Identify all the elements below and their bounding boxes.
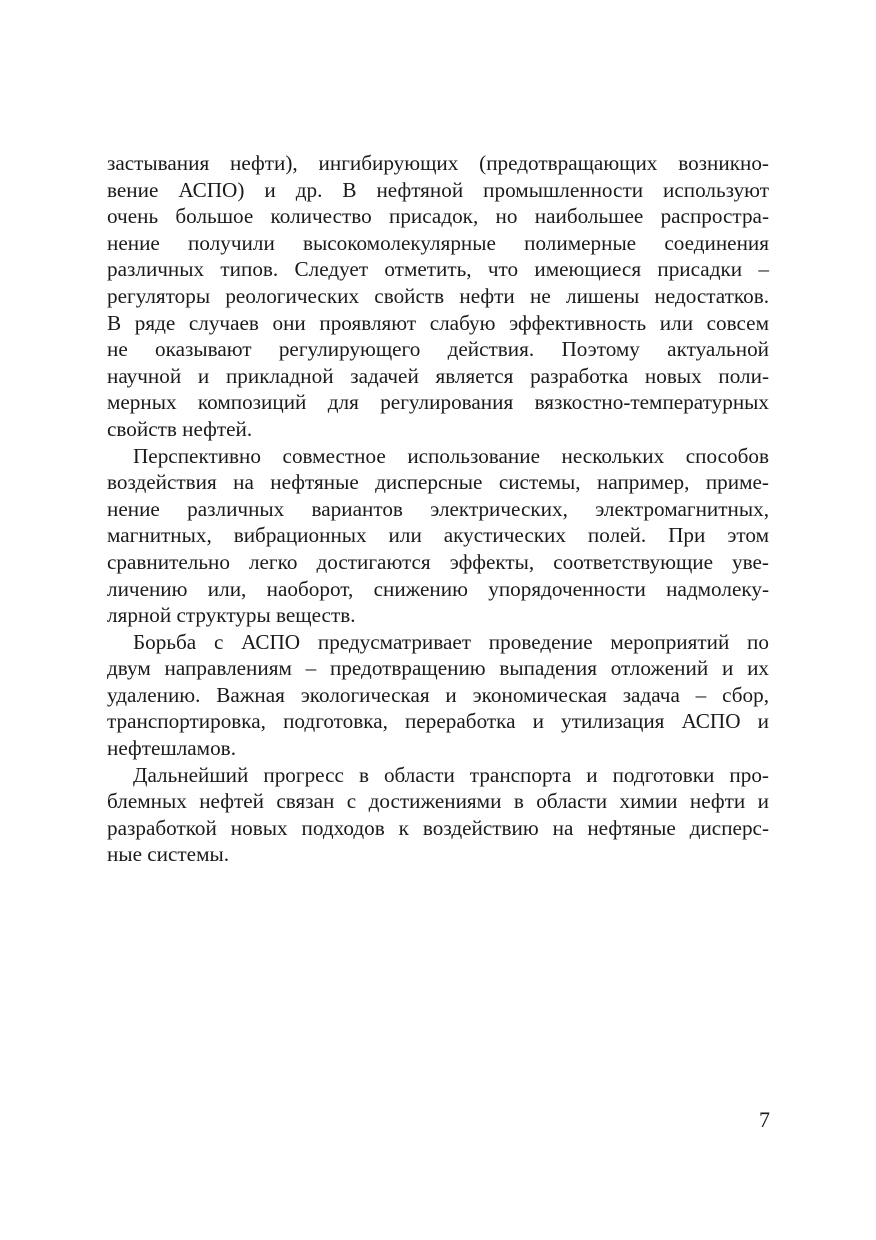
text-line: нение получили высокомолекулярные полимерные соединения [107, 230, 769, 255]
text-line: транспортировка, подготовка, переработка и утилизация АСПО и [107, 709, 769, 734]
text-line: регуляторы реологических свойств нефти не лишены недостатков. [107, 283, 769, 308]
text-line: блемных нефтей связан с достижениями в области химии нефти и [107, 789, 769, 814]
text-line: личению или, наоборот, снижению упорядоченности надмолеку- [107, 576, 769, 601]
text-line: не оказывают регулирующего действия. Поэтому актуальной [107, 337, 769, 362]
paragraph-2 [107, 443, 769, 629]
text-line: разработкой новых подходов к воздействию на нефтяные дисперс- [107, 815, 769, 840]
paragraph-1 [107, 150, 769, 443]
page-number: 7 [759, 1107, 770, 1132]
text-line: Дальнейший прогресс в области транспорта и подготовки про- [133, 762, 769, 787]
text-line: очень большое количество присадок, но наибольшее распростра- [107, 204, 769, 229]
text-line: застывания нефти), ингибирующих (предотвращающих возникно- [107, 151, 769, 175]
text-line: лярной структуры веществ. [107, 603, 356, 628]
text-line: В ряде случаев они проявляют слабую эффективность или совсем [107, 310, 769, 335]
text-line: нение различных вариантов электрических, электромагнитных, [107, 496, 769, 521]
body-text [107, 150, 769, 868]
text-line: свойств нефтей. [107, 416, 253, 441]
text-line: воздействия на нефтяные дисперсные системы, например, приме- [107, 470, 769, 495]
text-line: сравнительно легко достигаются эффекты, соответствующие уве- [107, 549, 769, 574]
text-line: удалению. Важная экологическая и экономическая задача – сбор, [107, 682, 769, 707]
text-line: мерных композиций для регулирования вязкостно-температурных [107, 390, 769, 415]
text-line: нефтешламов. [107, 736, 236, 761]
text-line: двум направлениям – предотвращению выпадения отложений и их [107, 656, 769, 681]
text-line: ные системы. [107, 842, 230, 867]
text-line: вение АСПО) и др. В нефтяной промышленности используют [107, 177, 769, 202]
paragraph-4 [107, 762, 769, 868]
text-line: магнитных, вибрационных или акустических полей. При этом [107, 523, 769, 548]
text-line: научной и прикладной задачей является разработка новых поли- [107, 363, 769, 388]
text-line: Перспективно совместное использование нескольких способов [133, 443, 769, 468]
paragraph-3 [107, 629, 769, 762]
text-line: Борьба с АСПО предусматривает проведение мероприятий по [133, 629, 769, 654]
text-line: различных типов. Следует отметить, что имеющиеся присадки – [107, 257, 769, 282]
